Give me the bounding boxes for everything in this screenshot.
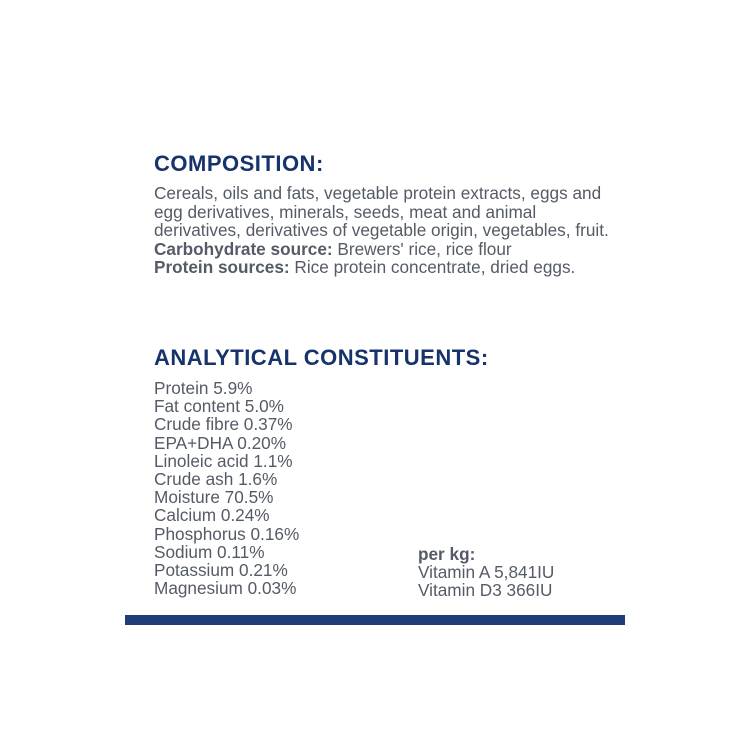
per-kg-list [418, 563, 554, 599]
carbohydrate-source-line [154, 240, 624, 259]
constituent-item: Linoleic acid 1.1% [154, 450, 293, 471]
constituent-item: Fat content 5.0% [154, 396, 284, 417]
vitamin-item: Vitamin A 5,841IU [418, 562, 555, 583]
constituent-item: Phosphorus 0.16% [154, 523, 300, 544]
protein-sources-line [154, 258, 624, 277]
protein-sources-label: Protein sources: [154, 257, 290, 278]
constituent-item: Protein 5.9% [154, 378, 253, 398]
footer-accent-bar [125, 615, 625, 625]
constituent-item: Calcium 0.24% [154, 505, 270, 526]
constituent-item: EPA+DHA 0.20% [154, 432, 287, 453]
per-kg-title: per kg: [418, 544, 476, 564]
carbohydrate-source-label: Carbohydrate source: [154, 238, 333, 259]
composition-heading: COMPOSITION: [154, 151, 324, 176]
constituent-item: Moisture 70.5% [154, 487, 274, 508]
per-kg-section [418, 545, 554, 600]
analytical-constituents-heading: ANALYTICAL CONSTITUENTS: [154, 345, 489, 370]
composition-ingredients: Cereals, oils and fats, vegetable protein extracts, eggs and egg derivatives, minerals, seeds, meat and animal derivatives, derivatives of vegetable origin, vegetables, fruit. [154, 183, 609, 241]
composition-section [154, 184, 624, 277]
vitamin-item: Vitamin D3 366IU [418, 580, 553, 601]
constituent-item: Sodium 0.11% [154, 541, 265, 562]
constituent-item: Potassium 0.21% [154, 560, 288, 581]
carbohydrate-source-value: Brewers' rice, rice flour [332, 238, 512, 259]
protein-sources-value: Rice protein concentrate, dried eggs. [289, 257, 576, 278]
constituent-item: Crude fibre 0.37% [154, 414, 293, 435]
constituent-item: Magnesium 0.03% [154, 578, 297, 599]
constituent-item: Crude ash 1.6% [154, 469, 278, 490]
analytical-constituents-list [154, 379, 299, 597]
